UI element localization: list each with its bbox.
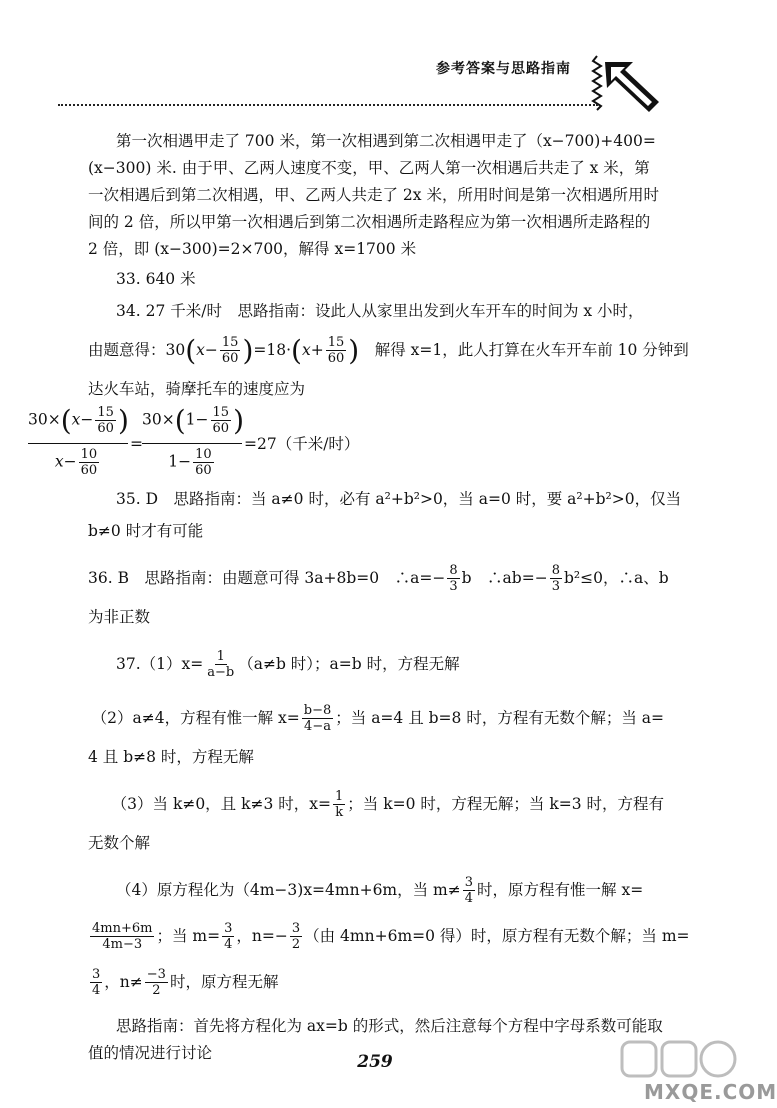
answer-q37-part2-line2: 4 且 b≠8 时，方程无解 <box>88 748 254 766</box>
fraction: $\frac{15}{60}$ <box>327 334 345 366</box>
answer-q37-part4-line1: （4）原方程化为（4m−3)x=4mn+6m，当 m≠ $\frac{3}{4}$ 时，原方程有惟一解 x= <box>116 874 644 906</box>
equation-result: =27（千米/时） <box>244 435 360 453</box>
page-number: 259 <box>357 1052 393 1072</box>
equation-left-numerator: 30×(x− $\frac{15}{60}$ ) <box>28 404 129 437</box>
answer-q34-line3: 达火车站，骑摩托车的速度应为 <box>88 380 306 398</box>
answer-q37-guide: 思路指南：首先将方程化为 ax=b 的形式，然后注意每个方程中字母系数可能取值的情况进行讨论 <box>88 1017 663 1062</box>
answer-q36-line1: 36. B 思路指南：由题意可得 3a+8b=0 ∴a=− $\frac{8}{3}$ b ∴ab=− $\frac{8}{3}$ b²≤0，∴a、b <box>88 562 669 594</box>
answer-content <box>28 128 690 1067</box>
answer-q34-equation-line: 由题意得：30 ( x− $\frac{15}{60}$ ) =18· ( x+ $\frac{15}{60}$ ) 解得 x=1，此人打算在火车开车前 10 分钟到 <box>88 333 689 367</box>
answer-q37-part3-line2: 无数个解 <box>88 834 151 852</box>
answer-q37-part1: 37.（1）x= $\frac{1}{a-b}$ （a≠b 时）；a=b 时，方程无解 <box>116 648 460 680</box>
equation-middle-numerator: 30×(1− $\frac{15}{60}$ ) <box>142 404 244 437</box>
fraction: $\frac{15}{60}$ <box>221 334 239 366</box>
answer-q37-part2-line1: （2）a≠4，方程有惟一解 x= $\frac{b-8}{4-a}$ ；当 a=4 且 b=8 时，方程有无数个解；当 a= <box>91 702 664 734</box>
answer-q37-part4-line3: $\frac{3}{4}$ ，n≠ $\frac{-3}{2}$ 时，原方程无解 <box>92 966 279 998</box>
answer-q37-part3-line1: （3）当 k≠0，且 k≠3 时，x= $\frac{1}{k}$ ；当 k=0 时，方程无解；当 k=3 时，方程有 <box>111 788 664 820</box>
speed-equation: 30×(x− $\frac{15}{60}$ ) x− $\frac{10}{60}$ = 30×(1− $\frac{15}{60}$ ) 1− $\frac{10}{60}$ =27（千米/时） <box>28 404 360 478</box>
answer-q34-line1: 34. 27 千米/时 思路指南：设此人从家里出发到火车开车的时间为 x 小时， <box>116 302 644 320</box>
equation-middle-denominator: 1− $\frac{10}{60}$ <box>168 447 212 478</box>
header-dotted-rule <box>58 104 598 106</box>
header-title: 参考答案与思路指南 <box>436 61 571 77</box>
answer-q35-line2: b≠0 时才有可能 <box>88 522 204 540</box>
paragraph-q32-continued: 第一次相遇甲走了 700 米，第一次相遇到第二次相遇甲走了（x−700)+400=(x−300) 米. 由于甲、乙两人速度不变，甲、乙两人第一次相遇后共走了 x 米，第一次相遇后到第二次相遇，甲、乙两人共走了 2x 米，所用时间是第一次相遇所用时间的 2 倍，所以甲第一次相遇后到第二次相遇所走路程应为第一次相遇所走路程的 2 倍，即 (x−300)=2×700，解得 x=1700 米 <box>88 132 659 258</box>
answer-q33: 33. 640 米 <box>116 270 196 288</box>
watermark-logo-icon <box>618 1038 738 1082</box>
answer-q35-line1: 35. D 思路指南：当 a≠0 时，必有 a²+b²>0，当 a=0 时，要 a²+b²>0，仅当 <box>116 490 682 508</box>
answer-q36-line2: 为非正数 <box>88 608 151 626</box>
equation-left-denominator: x− $\frac{10}{60}$ <box>54 447 98 478</box>
zigzag-ornament-icon <box>592 56 602 110</box>
watermark-text: MXQE.COM <box>644 1080 777 1104</box>
answer-q37-part4-line2: $\frac{4mn+6m}{4m-3}$ ；当 m= $\frac{3}{4}$ ，n=− $\frac{3}{2}$ （由 4mn+6m=0 得）时，原方程有无数个解；当 m= <box>92 920 690 952</box>
arrow-logo-icon <box>603 58 661 114</box>
